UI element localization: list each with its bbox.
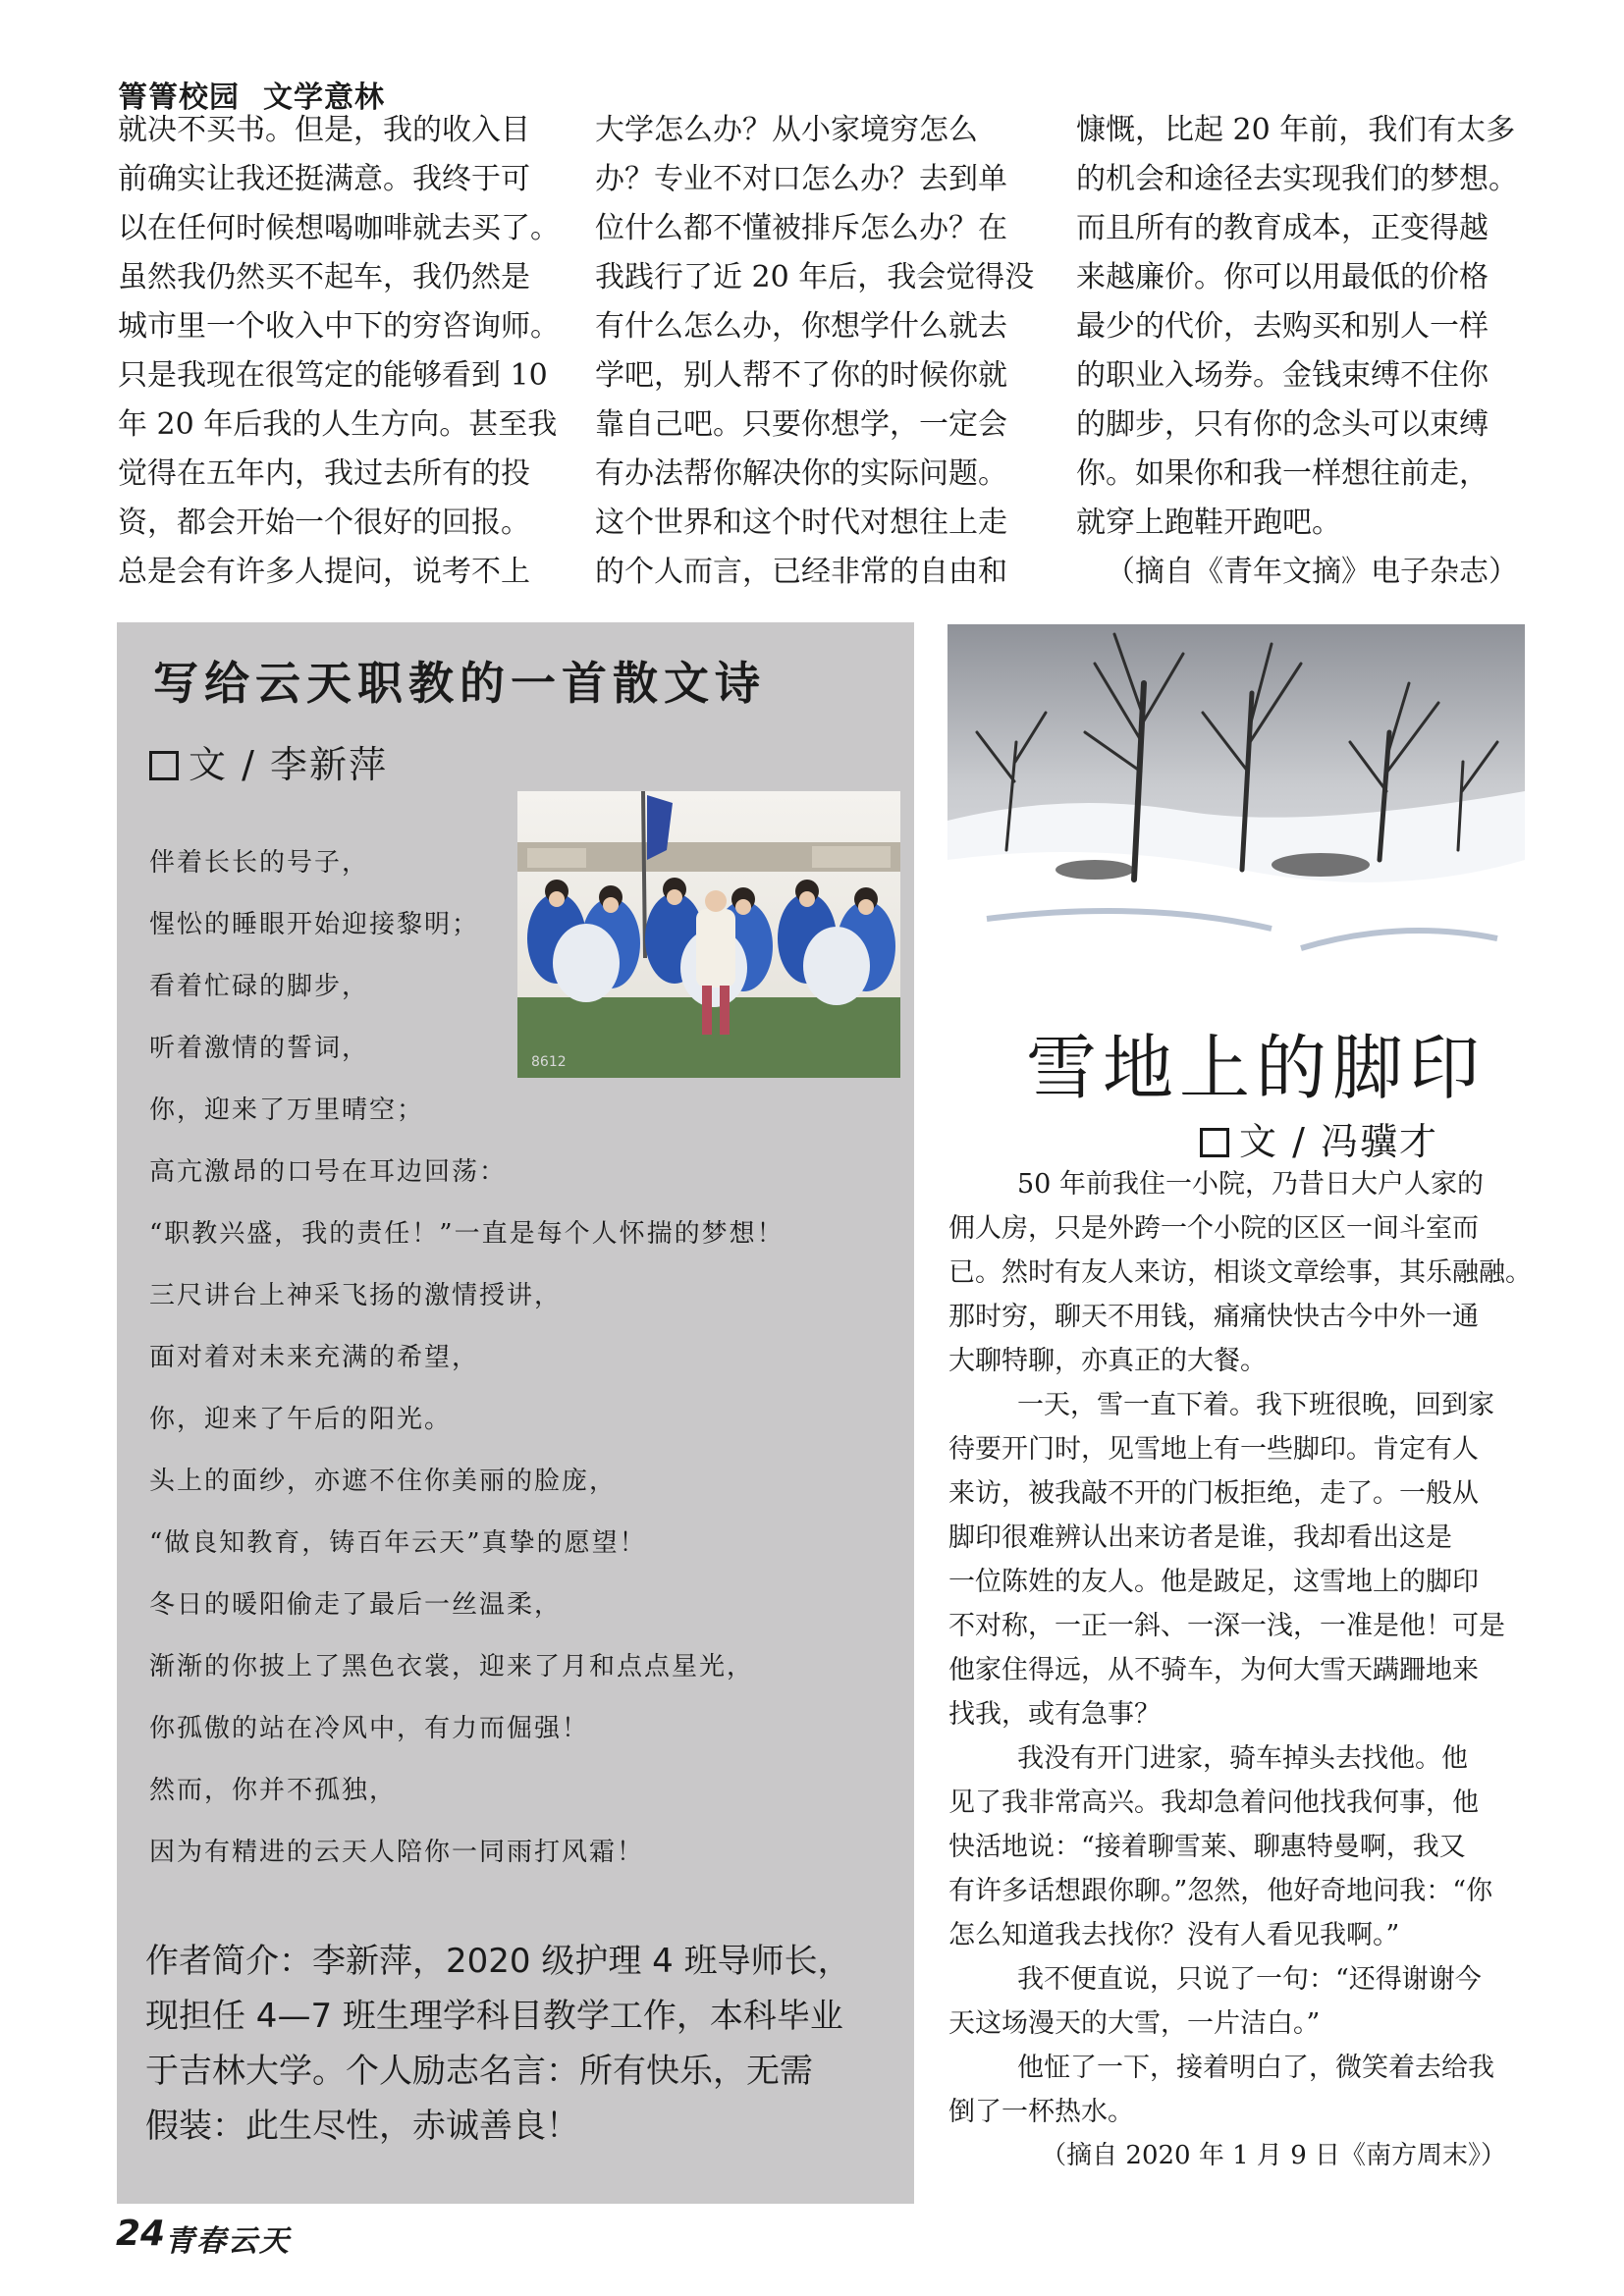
poem-line: 然而，你并不孤独，: [149, 1776, 398, 1805]
poem-line: 因为有精进的云天人陪你一同雨打风霜！: [149, 1838, 645, 1867]
snow-line: 不对称，一正一斜、一深一浅，一准是他！可是: [948, 1611, 1505, 1641]
text-line: 年 20 年后我的人生方向。甚至我: [118, 407, 558, 442]
snow-line: 他家住得远，从不骑车，为何大雪天蹒跚地来: [948, 1655, 1479, 1685]
text-line: 资，都会开始一个很好的回报。: [118, 506, 530, 540]
poem-line: 惺忪的睡眼开始迎接黎明；: [149, 910, 480, 939]
text-line: 学吧，别人帮不了你的时候你就: [595, 358, 1007, 393]
poem-line: 三尺讲台上神采飞扬的激情授讲，: [149, 1281, 563, 1310]
bio-line: 于吉林大学。个人励志名言：所有快乐，无需: [145, 2052, 813, 2091]
snow-painting: [947, 624, 1525, 982]
text-line: 来越廉价。你可以用最低的价格: [1076, 260, 1489, 294]
poem-line: 看着忙碌的脚步，: [149, 972, 370, 1001]
poem-line: 面对着对未来充满的希望，: [149, 1343, 480, 1372]
article-column-1: [118, 106, 569, 597]
snow-line: 来访，被我敲不开的门板拒绝，走了。一般从: [948, 1478, 1479, 1509]
snow-line: 他怔了一下，接着明白了，微笑着去给我: [1017, 2053, 1494, 2083]
text-line: 的机会和途径去实现我们的梦想。: [1076, 162, 1518, 196]
poem-line: 伴着长长的号子，: [149, 848, 370, 878]
text-line: 慷慨，比起 20 年前，我们有太多: [1076, 113, 1516, 147]
text-line: 觉得在五年内，我过去所有的投: [118, 456, 530, 491]
text-line: 总是会有许多人提问，说考不上: [118, 555, 530, 589]
magazine-name: 青春云天: [165, 2224, 291, 2259]
header-section: 箐箐校园: [118, 80, 240, 115]
text-line: 前确实让我还挺满意。我终于可: [118, 162, 530, 196]
snow-line: 快活地说：“接着聊雪莱、聊惠特曼啊，我又: [948, 1832, 1466, 1862]
poem-line: “做良知教育，铸百年云天”真挚的愿望！: [149, 1528, 647, 1558]
poem-line: 你，迎来了万里晴空；: [149, 1095, 425, 1125]
article-column-2: [595, 106, 1047, 597]
snow-line: 待要开门时，见雪地上有一些脚印。肯定有人: [948, 1434, 1479, 1465]
poem-body: [149, 832, 785, 1884]
text-line: 的脚步，只有你的念头可以束缚: [1076, 407, 1489, 442]
snow-author: 文 / 冯骥才: [1239, 1120, 1438, 1163]
text-line: 你。如果你和我一样想往前走，: [1076, 456, 1489, 491]
snow-line: 我没有开门进家，骑车掉头去找他。他: [1017, 1743, 1468, 1774]
bio-line: 假装：此生尽性，赤诚善良！: [145, 2107, 579, 2146]
text-line: 我践行了近 20 年后，我会觉得没: [595, 260, 1035, 294]
snow-line: 已。然时有友人来访，相谈文章绘事，其乐融融。: [948, 1257, 1532, 1288]
square-bullet-icon: [1200, 1128, 1229, 1157]
poem-title: 写给云天职教的一首散文诗: [153, 657, 766, 710]
page-number: 24: [116, 2214, 166, 2254]
photo-caption: 8612: [531, 1054, 567, 1070]
snow-line: 找我，或有急事？: [948, 1699, 1161, 1730]
snow-source: （摘自 2020 年 1 月 9 日《南方周末》）: [1041, 2141, 1506, 2170]
text-line: 位什么都不懂被排斥怎么办？在: [595, 211, 1007, 245]
poem-author: 文 / 李新萍: [189, 743, 388, 786]
text-line: 的个人而言，已经非常的自由和: [595, 555, 1007, 589]
author-bio: [145, 1934, 892, 2154]
text-line: 的职业入场券。金钱束缚不住你: [1076, 358, 1489, 393]
snow-line: 天这场漫天的大雪，一片洁白。”: [948, 2008, 1321, 2039]
poem-line: 冬日的暖阳偷走了最后一丝温柔，: [149, 1590, 563, 1620]
article-column-3: [1076, 106, 1528, 597]
text-line: 最少的代价，去购买和别人一样: [1076, 309, 1489, 344]
bio-line: 现担任 4—7 班生理学科目教学工作，本科毕业: [145, 1997, 843, 2036]
poem-byline: [149, 734, 388, 788]
text-line: 只是我现在很笃定的能够看到 10: [118, 358, 548, 393]
text-line: 以在任何时候想喝咖啡就去买了。: [118, 211, 560, 245]
text-line: 就决不买书。但是，我的收入目: [118, 113, 530, 147]
snow-line: 怎么知道我去找你？没有人看见我啊。”: [948, 1920, 1400, 1950]
text-line: 有什么怎么办，你想学什么就去: [595, 309, 1007, 344]
poem-line: “职教兴盛，我的责任！”一直是每个人怀揣的梦想！: [149, 1219, 785, 1249]
poem-line: 头上的面纱，亦遮不住你美丽的脸庞，: [149, 1467, 618, 1496]
text-line: 靠自己吧。只要你想学，一定会: [595, 407, 1007, 442]
snow-line: 那时穷，聊天不用钱，痛痛快快古今中外一通: [948, 1302, 1479, 1332]
text-line: 城市里一个收入中下的穷咨询师。: [118, 309, 560, 344]
snow-line: 佣人房，只是外跨一个小院的区区一间斗室而: [948, 1213, 1479, 1244]
text-line: 有办法帮你解决你的实际问题。: [595, 456, 1007, 491]
text-line: 大学怎么办？从小家境穷怎么: [595, 113, 978, 147]
square-bullet-icon: [149, 751, 179, 780]
text-line: 这个世界和这个时代对想往上走: [595, 506, 1007, 540]
poem-line: 你，迎来了午后的阳光。: [149, 1405, 453, 1434]
snow-line: 有许多话想跟你聊。”忽然，他好奇地问我：“你: [948, 1876, 1493, 1906]
text-line: 办？专业不对口怎么办？去到单: [595, 162, 1007, 196]
snow-line: 倒了一杯热水。: [948, 2097, 1134, 2127]
poem-line: 渐渐的你披上了黑色衣裳，迎来了月和点点星光，: [149, 1652, 755, 1682]
snow-line: 大聊特聊，亦真正的大餐。: [948, 1346, 1267, 1376]
text-line: 虽然我仍然买不起车，我仍然是: [118, 260, 530, 294]
article-source: （摘自《青年文摘》电子杂志）: [1106, 555, 1518, 589]
snow-line: 我不便直说，只说了一句：“还得谢谢今: [1017, 1964, 1482, 1995]
snow-line: 一位陈姓的友人。他是跛足，这雪地上的脚印: [948, 1567, 1479, 1597]
snow-byline: [1200, 1111, 1438, 1165]
bio-line: 作者简介：李新萍，2020 级护理 4 班导师长，: [145, 1942, 851, 1981]
snow-title: 雪地上的脚印: [1026, 1027, 1487, 1109]
poem-line: 你孤傲的站在冷风中，有力而倔强！: [149, 1714, 590, 1743]
snow-line: 见了我非常高兴。我却急着问他找我何事，他: [948, 1788, 1479, 1818]
snow-body: [948, 1162, 1532, 2178]
poem-line: 高亢激昂的口号在耳边回荡：: [149, 1157, 508, 1187]
snow-line: 一天，雪一直下着。我下班很晚，回到家: [1017, 1390, 1494, 1420]
header-column: 文学意林: [263, 80, 385, 115]
snow-line: 脚印很难辨认出来访者是谁，我却看出这是: [948, 1522, 1452, 1553]
text-line: 而且所有的教育成本，正变得越: [1076, 211, 1489, 245]
poem-line: 听着激情的誓词，: [149, 1034, 370, 1063]
snow-line: 50 年前我住一小院，乃昔日大户人家的: [1017, 1169, 1484, 1200]
text-line: 就穿上跑鞋开跑吧。: [1076, 506, 1341, 540]
